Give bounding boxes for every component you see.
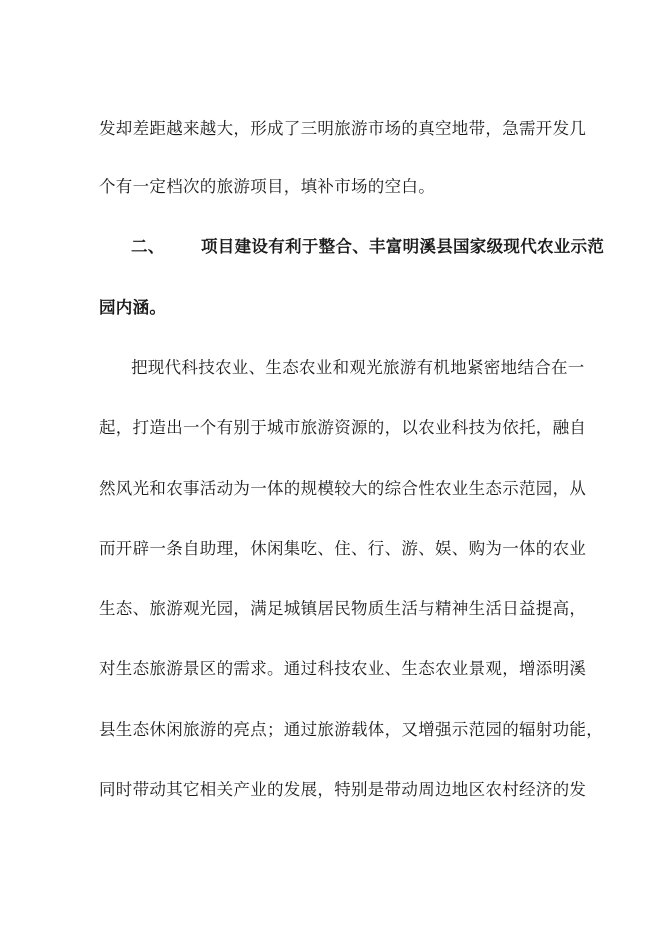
paragraph-line-4: 而开辟一条自助理，休闲集吃、住、行、游、娱、购为一体的农业	[99, 539, 587, 558]
paragraph-line-1: 把现代科技农业、生态农业和观光旅游有机地紧密地结合在一	[131, 358, 585, 377]
paragraph-line-7: 县生态休闲旅游的亮点；通过旅游载体，又增强示范园的辐射功能，	[99, 720, 603, 739]
section-heading	[99, 236, 605, 258]
section-number: 二、	[131, 237, 165, 256]
paragraph-line-2: 起，打造出一个有别于城市旅游资源的，以农业科技为依托，融自	[99, 418, 587, 437]
paragraph-line-5: 生态、旅游观光园，满足城镇居民物质生活与精神生活日益提高，	[99, 599, 587, 618]
paragraph-line-8: 同时带动其它相关产业的发展，特别是带动周边地区农村经济的发	[99, 780, 587, 799]
paragraph-line-3: 然风光和农事活动为一体的规模较大的综合性农业生态示范园，从	[99, 479, 587, 498]
section-heading-text: 项目建设有利于整合、丰富明溪县国家级现代农业示范	[201, 237, 605, 256]
paragraph-line-6: 对生态旅游景区的需求。通过科技农业、生态农业景观，增添明溪	[99, 659, 587, 678]
text-line-2: 个有一定档次的旅游项目，填补市场的空白。	[99, 177, 435, 196]
section-heading-continuation: 园内涵。	[99, 298, 167, 317]
text-line-1: 发却差距越来越大，形成了三明旅游市场的真空地带，急需开发几	[99, 119, 587, 138]
